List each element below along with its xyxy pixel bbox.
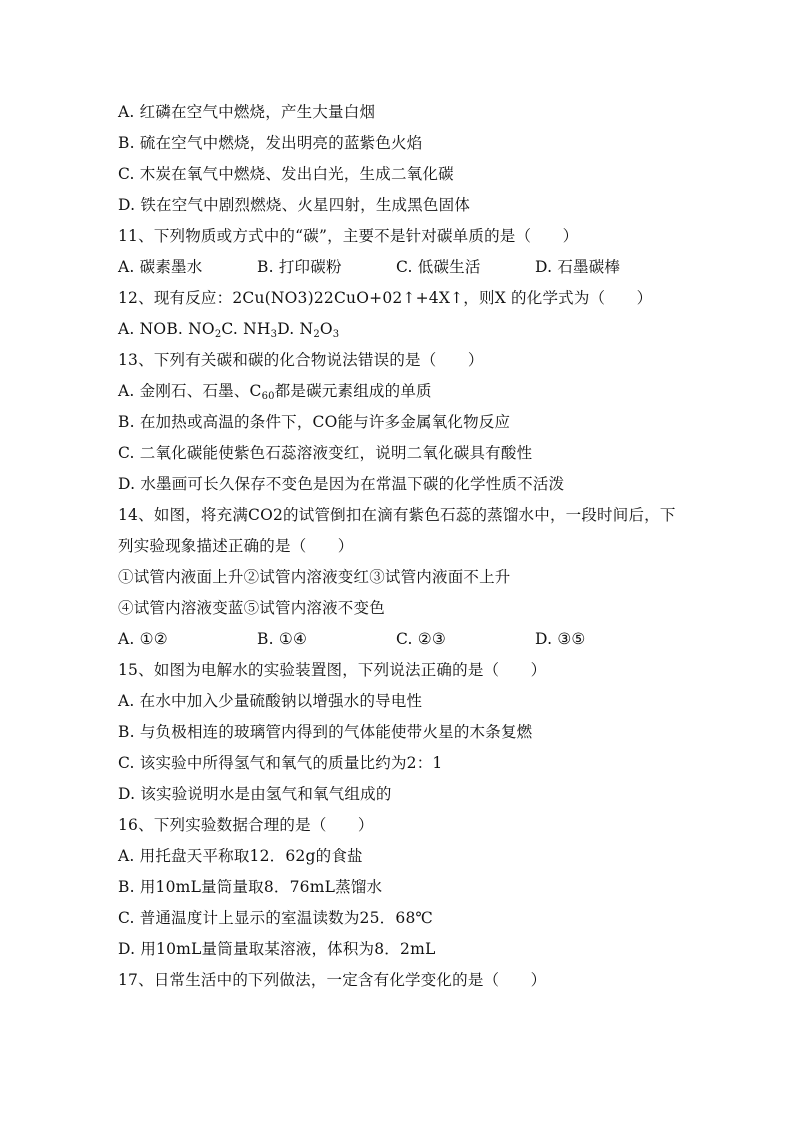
option-text: 都是碳元素组成的单质: [274, 382, 432, 400]
option-d: D. ③⑤: [535, 630, 586, 648]
option-line: C. 普通温度计上显示的室温读数为25．68℃: [118, 909, 434, 927]
option-c: C. ②③: [396, 630, 446, 648]
option-line: D. 铁在空气中剧烈燃烧、火星四射，生成黑色固体: [118, 196, 471, 214]
option-line: B. 硫在空气中燃烧，发出明亮的蓝紫色火焰: [118, 134, 423, 152]
option-a: A. ①②: [118, 630, 168, 648]
option-line: A. 红磷在空气中燃烧，产生大量白烟: [118, 103, 376, 121]
question-12: 12、现有反应：2Cu(NO3)22CuO+02↑+4X↑，则X 的化学式为（ ）: [118, 289, 653, 307]
option-line: D. 用10mL量筒量取某溶液，体积为8．2mL: [118, 940, 436, 958]
subscript: 3: [270, 329, 278, 340]
option-line: B. 与负极相连的玻璃管内得到的气体能使带火星的木条复燃: [118, 723, 533, 741]
question-12-options: [118, 319, 339, 339]
formula-text: C. NH: [221, 320, 271, 338]
subscript: 60: [261, 391, 275, 402]
option-line: [118, 381, 432, 401]
option-text: A. 金刚石、石墨、C: [118, 382, 262, 400]
option-line: B. 在加热或高温的条件下，CO能与许多金属氧化物反应: [118, 413, 511, 431]
question-16: 16、下列实验数据合理的是（ ）: [118, 816, 374, 834]
formula-text: O: [319, 320, 333, 338]
option-a: A. 碳素墨水: [118, 258, 203, 276]
question-13: 13、下列有关碳和碳的化合物说法错误的是（ ）: [118, 351, 484, 369]
option-line: A. 在水中加入少量硫酸钠以增强水的导电性: [118, 692, 423, 710]
option-b: B. ①④: [257, 630, 308, 648]
question-17: 17、日常生活中的下列做法，一定含有化学变化的是（ ）: [118, 971, 547, 989]
option-line: D. 该实验说明水是由氢气和氧气组成的: [118, 785, 392, 803]
formula-text: A. NOB. NO: [118, 320, 215, 338]
question-15: 15、如图为电解水的实验装置图，下列说法正确的是（ ）: [118, 661, 547, 679]
option-line: C. 该实验中所得氢气和氧气的质量比约为2：1: [118, 754, 443, 772]
subscript: 3: [332, 329, 340, 340]
question-11: 11、下列物质或方式中的“碳”，主要不是针对碳单质的是（ ）: [118, 227, 579, 245]
option-d: D. 石墨碳棒: [535, 258, 621, 276]
option-line: D. 水墨画可长久保存不变色是因为在常温下碳的化学性质不活泼: [118, 475, 565, 493]
option-line: B. 用10mL量筒量取8．76mL蒸馏水: [118, 878, 383, 896]
subscript: 2: [214, 329, 222, 340]
option-line: C. 二氧化碳能使紫色石蕊溶液变红，说明二氧化碳具有酸性: [118, 444, 533, 462]
statement-line: ④试管内溶液变蓝⑤试管内溶液不变色: [118, 599, 385, 617]
option-c: C. 低碳生活: [396, 258, 481, 276]
question-14-cont: 列实验现象描述正确的是（ ）: [118, 537, 354, 555]
question-14: 14、如图，将充满CO2的试管倒扣在滴有紫色石蕊的蒸馏水中，一段时间后，下: [118, 506, 676, 524]
option-line: A. 用托盘天平称取12．62g的食盐: [118, 847, 363, 865]
formula-text: D. N: [277, 320, 314, 338]
statement-line: ①试管内液面上升②试管内溶液变红③试管内液面不上升: [118, 568, 511, 586]
subscript: 2: [313, 329, 320, 340]
option-line: C. 木炭在氧气中燃烧、发出白光，生成二氧化碳: [118, 165, 454, 183]
option-b: B. 打印碳粉: [257, 258, 342, 276]
